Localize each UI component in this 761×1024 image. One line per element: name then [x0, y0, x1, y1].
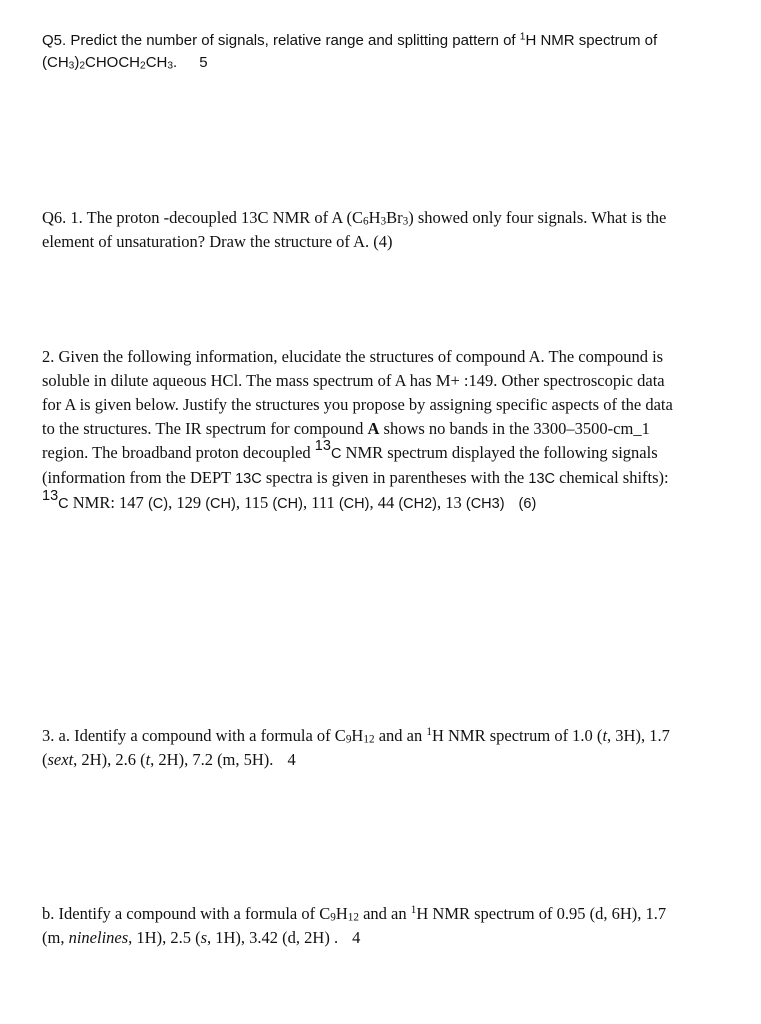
q5-marks: 5	[199, 54, 208, 71]
q3a-marks: 4	[287, 750, 296, 769]
q6-2-line-3: for A is given below. Justify the structures you propose by assigning specific aspects of the data	[42, 395, 673, 414]
question-5	[42, 30, 732, 74]
q3a-line-1: 3. a. Identify a compound with a formula of $C_9H_{12}$ and an $^1$H NMR spectrum of 1.0 (t, 3H), 1.7	[42, 725, 670, 746]
question-3b	[42, 902, 732, 950]
q3b-line-1: b. Identify a compound with a formula of $C_9H_{12}$ and an $^1$H NMR spectrum of 0.95 (d, 6H), 1.7	[42, 903, 667, 924]
q3b-marks: 4	[352, 928, 361, 947]
q6-2-line-6: (information from the DEPT 13C spectra is given in parentheses with the 13C chemical shifts):	[42, 468, 669, 487]
q6-1-line-2: element of unsaturation? Draw the structure of A. (4)	[42, 232, 393, 251]
q6-2-line-2: soluble in dilute aqueous HCl. The mass spectrum of A has M+ :149. Other spectroscopic data	[42, 371, 665, 390]
q6-2-line-1: 2. Given the following information, elucidate the structures of compound A. The compound is	[42, 347, 664, 366]
q3a-line-2: (sext, 2H), 2.6 (t, 2H), 7.2 (m, 5H). 4	[42, 750, 296, 769]
question-6-2	[42, 345, 732, 516]
q6-2-line-4: to the structures. The IR spectrum for compound A shows no bands in the 3300–3500-cm_1	[42, 419, 650, 438]
question-6-1	[42, 206, 732, 254]
q5-line-1: Q5. Predict the number of signals, relative range and splitting pattern of $^1$H NMR spectrum of	[42, 31, 658, 49]
q6-1-line-1: Q6. 1. The proton -decoupled 13C NMR of A $(C_6H_3Br_3)$ showed only four signals. What is the	[42, 208, 667, 228]
question-3a	[42, 724, 732, 772]
q6-2-line-5: region. The broadband proton decoupled $^{13}$C NMR spectrum displayed the following signals	[42, 438, 658, 462]
q3b-line-2: (m, ninelines, 1H), 2.5 (s, 1H), 3.42 (d, 2H) . 4	[42, 928, 361, 947]
q6-2-line-7: $^{13}$C NMR: 147 (C), 129 (CH), 115 (CH), 111 (CH), 44 (CH2), 13 (CH3) (6)	[42, 488, 537, 512]
q5-line-2: $(CH_3)_2CHOCH_2CH_3$. 5	[42, 54, 208, 72]
q6-2-marks: (6)	[518, 496, 537, 512]
